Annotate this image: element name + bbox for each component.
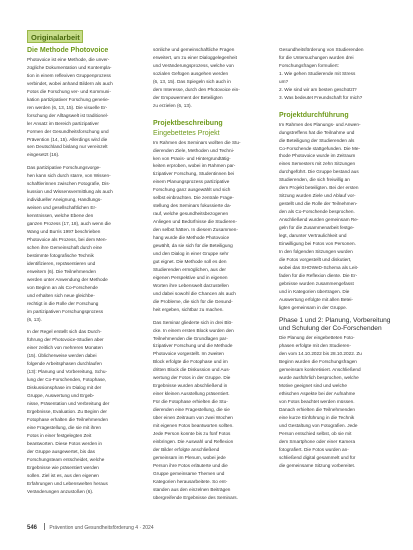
text-line: erweitern (6). Die Teilnehmenden: [27, 268, 96, 274]
text-line: den selbst hätten. In diesem Zusammen-: [153, 227, 238, 233]
text-line: tion in einem reflexiven Gruppenprozess: [27, 72, 111, 78]
text-line: eigenen Perspektive und in eigenen: [153, 274, 228, 280]
text-line: schen ihre Gemeinschaft durch eine: [27, 244, 103, 250]
section-heading-project: Projektbeschreibung: [153, 119, 223, 127]
text-line: für die Untersuchungen wurden drei: [279, 54, 354, 60]
section-heading-method: Die Methode Photovoice: [27, 47, 109, 54]
text-line: Ergebnisse, Evaluation. Zu Beginn der: [27, 408, 107, 414]
column-middle: [153, 46, 273, 502]
text-line: (6, 13).: [27, 316, 42, 322]
text-line: (15). Üblicherweise werden dabei: [27, 353, 97, 359]
text-line: sollen. Ziel ist es, aus den eigenen: [27, 472, 99, 478]
text-line: schaftlerinnen zwischen Fotografie, Dis-: [27, 181, 111, 187]
text-line: und Gestaltung von Fotografien. Jede: [279, 422, 358, 428]
text-line: rechtigt in die Rolle der Forschung: [27, 300, 99, 306]
text-line: dierenden eine Fragestellung, die sie: [153, 407, 230, 413]
text-line: heit ergeben, sichtbar zu machen.: [153, 306, 224, 312]
text-line: wurde ausführlich besprochen, welche: [279, 375, 359, 381]
text-line: verbindet, wobei anhand Bildern als auch: [27, 80, 113, 86]
text-line: individueller Aneignung, Handlungs-: [27, 197, 102, 203]
text-line: rauf, welche gesundheitsbezogenen: [153, 211, 229, 217]
column-right: [279, 46, 399, 470]
text-line: eine kurze Einführung in die Technik: [279, 414, 355, 420]
text-line: wertung der Fotos in der Gruppe. Die: [153, 375, 231, 381]
text-line: stellung des Seminars fokussierte da-: [153, 203, 232, 209]
text-line: einer zeitlich von mehreren Monaten: [27, 345, 103, 351]
research-questions-list: [279, 70, 399, 102]
text-line: Im Rahmen des Planungs- und Anwen-: [279, 121, 361, 127]
text-line: Erfahrungen und Lebenswelten heraus: [27, 480, 108, 486]
text-line: 2. Wie sind wir am besten geschützt?: [279, 86, 357, 92]
text-line: von Fotos beachtet werden müssen.: [279, 398, 355, 404]
text-line: Block erfolgte die Fotophase und im: [153, 359, 228, 365]
text-line: dem Projekt beteiligten. Bei der ersten: [279, 185, 359, 191]
text-line: dungstreffens hat die Teilnahme und: [279, 129, 355, 135]
text-line: identifizieren, repräsentieren und: [27, 260, 96, 266]
text-line: gut eignet. Die Methode soll es den: [153, 258, 227, 264]
text-line: forschung der Alltagswelt ist traditionel-: [27, 112, 109, 118]
text-line: Fotos die Forschung ver- und Kommuni-: [27, 88, 111, 94]
text-line: Motive geeignet sind und welche: [279, 383, 348, 389]
text-line: gestellt und die Rolle der Teilnehmen-: [279, 201, 358, 207]
text-line: Anschließend wurden gemeinsam Re-: [279, 217, 359, 223]
text-line: eines Semesters mit zehn Sitzungen: [279, 161, 356, 167]
text-line: um?: [279, 78, 289, 84]
text-line: werden unter Anwendung der Methode: [27, 276, 108, 282]
text-line: kation partizipativer Forschung generie-: [27, 96, 110, 102]
text-line: durchgeführt. Die Gruppe bestand aus: [279, 169, 359, 175]
text-line: sozialen Gefügen ausgehen werden: [153, 70, 229, 76]
text-line: einbringen. Die Auswahl und Reflexion: [153, 438, 234, 444]
text-line: fotografiert. Die Fotos wurden an-: [279, 446, 349, 452]
text-line: dritten Block die Diskussion und Aus-: [153, 367, 231, 373]
text-line: Einwilligung bei Fotos von Personen.: [279, 240, 356, 246]
text-line: selbst einbrachten. Die zentrale Frage-: [153, 195, 234, 201]
text-line: tizipativer Forschung, Studentinnen bei: [153, 171, 235, 177]
text-line: Beginn wurden die Forschungsfragen: [279, 359, 357, 365]
text-line: beantworten. Diese Fotos werden in: [27, 440, 103, 446]
text-line: Veränderungen anzustoßen (6).: [27, 488, 94, 494]
text-line: Die Planung der eingebetteten Foto-: [279, 335, 355, 341]
text-line: phasen erfolgte mit den Studieren-: [279, 343, 351, 349]
text-line: einer kleinen Ausstellung präsentiert.: [153, 391, 230, 397]
text-line: legt, darunter Vertraulichkeit und: [279, 233, 347, 239]
text-line: wobei das SHOWeD-Schema als Leit-: [279, 264, 359, 270]
text-line: und in Kategorien übertragen. Die: [279, 288, 350, 294]
text-line: der Bilder erfolgte anschließend: [153, 446, 220, 452]
text-line: 1. Wie gehen Studierende mit Stress: [279, 70, 356, 76]
text-line: Auswertung erfolgte mit allen Betei-: [279, 296, 353, 302]
text-line: cke. In einem ersten Block wurden den: [153, 327, 234, 333]
text-line: mit eigenen Fotos beantworten sollten.: [153, 422, 234, 428]
article-type-badge: Originalarbeit: [27, 30, 83, 43]
text-line: Person ihre Fotos erläuterte und die: [153, 462, 228, 468]
text-line: Gesundheitsförderung von Studierenden: [279, 47, 364, 52]
text-line: (6, 13, 15). Das Spiegeln sich auch in: [153, 78, 231, 84]
text-line: führung der Photovoice-Studien aber: [27, 337, 104, 343]
text-line: faden für die Reflexion diente. Die Er-: [279, 272, 358, 278]
text-line: ken von Praxis- und Hintergrundtätig-: [153, 155, 231, 161]
text-line: Gruppe gemeinsame Themen und: [153, 470, 225, 476]
text-line: Für die Fotophase erhielten die Stu-: [153, 399, 228, 405]
text-line: Sitzung wurden Ziele und Ablauf vor-: [279, 193, 356, 199]
col3-para3: [279, 334, 399, 469]
column-left: [27, 46, 147, 495]
text-line: ethischen Aspekte bei der Aufnahme: [279, 391, 356, 397]
text-line: sönliche und gemeinschaftliche Fragen: [153, 47, 235, 52]
text-line: Forschung ganz ausgewählt und sich: [153, 187, 231, 193]
text-line: lung der Co-Forschenden, Fotophase,: [27, 377, 107, 383]
text-line: Das partizipative Forschungsvorge-: [27, 165, 101, 171]
text-line: weisen und gesellschaftlichen Er-: [27, 205, 97, 211]
subsection-heading-phase: Phase 1 und 2: Planung, Vorbereitung und Schulung der Co-Forschenden: [279, 316, 391, 332]
text-line: (13): Planung und Vorbereitung, Schu-: [27, 369, 108, 375]
text-line: Diskussionsphase im Dialog mit der: [27, 385, 102, 391]
text-line: Anliegen und Bedürfnisse die Studieren-: [153, 219, 237, 225]
journal-name: Prävention und Gesundheitsförderung 4 · 2024: [49, 525, 154, 531]
col3-para2: [279, 121, 399, 312]
text-line: Wang und Burris 1997 beschrieben: [27, 229, 101, 235]
text-line: über einen Zeitraum von zwei Wochen: [153, 415, 233, 421]
text-line: eingesetzt (16).: [27, 152, 60, 158]
footer-separator: [44, 523, 45, 530]
text-line: gemeinsam im Plenum, wobei jede: [153, 454, 226, 460]
text-line: ganzen Prozess (17, 18), auch wenn die: [27, 221, 111, 227]
text-line: übergreifende Ergebnisse des Seminars.: [153, 494, 238, 500]
text-line: sen Deutschland bislang nur vereinzelt: [27, 144, 108, 150]
text-line: tizipativer Forschung und die Methode: [153, 343, 233, 349]
col2-para2: [153, 139, 273, 314]
col1-para2: [27, 164, 147, 323]
text-line: Teilnehmenden die Grundlagen par-: [153, 335, 228, 341]
text-line: und dabei sowohl die Chancen als auch: [153, 290, 236, 296]
text-line: gewählt, da sie sich für die Beteiligung: [153, 243, 233, 249]
text-line: kussion und Wissensvermittlung als auch: [27, 189, 113, 195]
text-line: keiten erproben, wobei im Rahmen par-: [153, 163, 236, 169]
text-line: Photovoice als Prozess, bei dem Men-: [27, 236, 107, 242]
text-line: und Veränderungsprozess, welche von: [153, 62, 234, 68]
text-line: von Beginn an als Co-Forschende: [27, 284, 98, 290]
text-line: Worten ihre Lebenswelt darzustellen: [153, 282, 229, 288]
text-line: nisse, Präsentation und Verbreitung der: [27, 401, 110, 407]
text-line: Person entschied selbst, ob sie mit: [279, 430, 352, 436]
text-line: dierenden Ziele, Methoden und Techni-: [153, 147, 235, 153]
col3-para1: [279, 46, 399, 70]
text-line: dem Interesse, durch den Photovoice ein-: [153, 86, 240, 92]
text-line: Gruppe, Auswertung und Ergeb-: [27, 393, 95, 399]
col2-para1: [153, 46, 273, 110]
text-line: In der Regel erstellt sich das Durch-: [27, 329, 102, 335]
text-line: eine Fragestellung, die sie mit ihren: [27, 424, 101, 430]
text-line: ligten gemeinsam in der Gruppe.: [279, 304, 348, 310]
text-line: gemeinsam konkretisiert. Anschließend: [279, 367, 361, 373]
text-line: standen aus den einzelnen Beiträgen: [153, 486, 231, 492]
text-line: zügliche Dokumentation und Kontempla-: [27, 64, 112, 70]
text-line: und erhalten sich neue gleichbe-: [27, 292, 95, 298]
text-line: Kategorien herausarbeitete. So ent-: [153, 478, 228, 484]
col1-para1: [27, 56, 147, 159]
text-line: In den folgenden Sitzungen wurden: [279, 248, 353, 254]
text-line: im partizipativen Forschungsprozess: [27, 308, 104, 314]
text-line: Photovoice ist eine Methode, die unver-: [27, 57, 110, 62]
text-line: gebnisse wurden zusammengefasst: [279, 280, 354, 286]
text-line: Ergebnisse wie präsentiert werden: [27, 464, 99, 470]
text-line: folgende Arbeitsphasen durchlaufen: [27, 361, 102, 367]
text-line: Prävention (14, 15). Allerdings wird die: [27, 136, 108, 142]
text-line: hang wurde die Methode Photovoice: [153, 235, 230, 241]
text-line: geln für die Zusammenarbeit festge-: [279, 225, 355, 231]
text-line: die gemeinsame Sitzung vorbereitet.: [279, 462, 356, 468]
text-line: bestimmte fotografische Technik: [27, 252, 94, 258]
text-line: schließend digital gesammelt und für: [279, 454, 356, 460]
text-line: Studierenden ermöglichen, aus der: [153, 266, 226, 272]
text-line: Studierenden, die sich freiwillig an: [279, 177, 350, 183]
text-line: den vom 14.10.2022 bis 28.10.2022. Zu: [279, 351, 362, 357]
page-number: 546: [27, 525, 38, 531]
text-line: Formen der Gesundheitsforschung und: [27, 128, 109, 134]
text-line: Ergebnisse wurden abschließend in: [153, 383, 228, 389]
text-line: den als Co-Forschende besprochen.: [279, 209, 355, 215]
text-line: kenntnissen, welche Ebene den: [27, 213, 94, 219]
section-heading-execution: Projektdurchführung: [279, 111, 349, 119]
text-line: Das Seminar gliederte sich in drei Blö-: [153, 319, 233, 325]
text-line: Co-Forschende stattgefunden. Die Me-: [279, 145, 361, 151]
text-line: einem Planungsprozess partizipative: [153, 179, 230, 185]
text-line: die Beteiligung der Studierenden als: [279, 137, 355, 143]
text-line: thode Photovoice wurde im Zeitraum: [279, 153, 356, 159]
text-line: Jede Person konnte bis zu fünf Fotos: [153, 430, 231, 436]
text-line: ren werden (6, 13, 15). Die visuelle Er-: [27, 104, 108, 110]
text-line: Photovoice vorgestellt. Im zweiten: [153, 351, 224, 357]
text-line: Fotos in einer festgelegten Zeit: [27, 432, 92, 438]
text-line: Forschungsteam entscheidet, welche: [27, 456, 105, 462]
text-line: 3. Was bedeutet Freundschaft für mich?: [279, 94, 363, 100]
text-line: zu erzielen (6, 13).: [153, 102, 192, 108]
text-line: ler Ansatz im Bereich partizipativer: [27, 120, 99, 126]
text-line: Danach erhielten die Teilnehmenden: [279, 406, 356, 412]
col1-para3: [27, 328, 147, 495]
text-line: der Empowerment der Beteiligten: [153, 94, 223, 100]
text-line: die Fotos vorgestellt und diskutiert,: [279, 256, 352, 262]
page-footer: [27, 523, 267, 533]
text-line: der Gruppe ausgewertet, bis das: [27, 448, 96, 454]
text-line: Fotophase erhalten die Teilnehmenden: [27, 416, 108, 422]
col2-para3: [153, 319, 273, 502]
subsection-heading-embedded: Eingebettetes Projekt: [153, 129, 220, 137]
text-line: hen kann sich durch starre, von Wissen-: [27, 173, 111, 179]
text-line: und den Dialog in einer Gruppe sehr: [153, 250, 229, 256]
text-line: Im Rahmen des Seminars wollten die Stu-: [153, 139, 241, 145]
text-line: dem Smartphone oder einer Kamera: [279, 438, 356, 444]
text-line: erweitert, um zu einer Dialoggelegenheit: [153, 54, 237, 60]
text-line: die Probleme, die sich für die Gesund-: [153, 298, 233, 304]
text-line: Forschungsfragen formuliert:: [279, 62, 339, 68]
